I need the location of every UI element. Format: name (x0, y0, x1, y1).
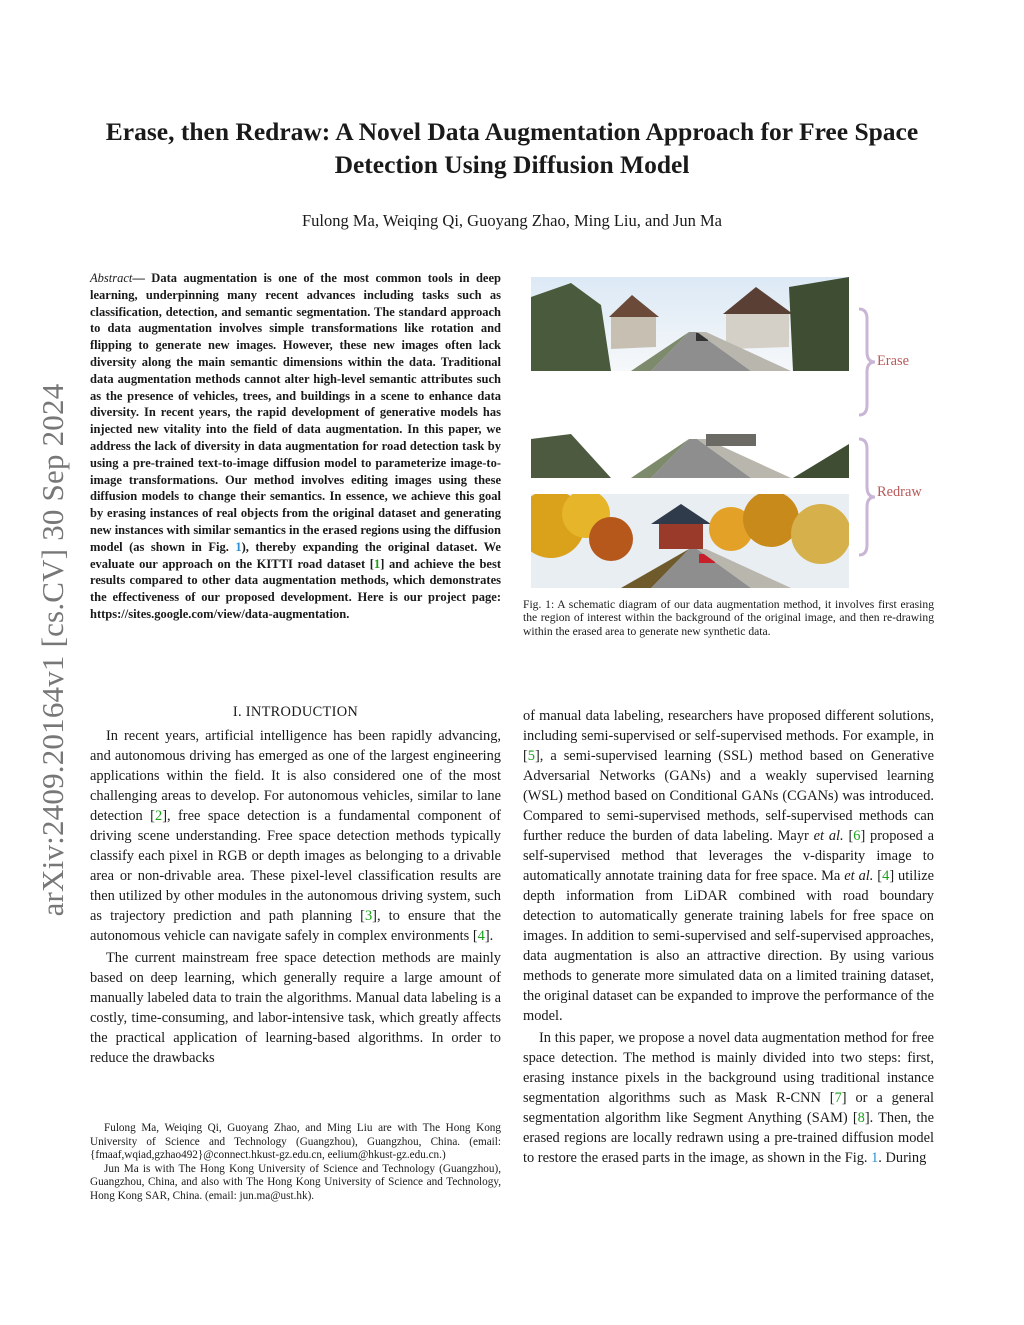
citation-link[interactable]: 2 (154, 808, 163, 824)
original-image-panel (531, 277, 849, 371)
figure-caption: Fig. 1: A schematic diagram of our data augmentation method, it involves first erasing the region of interest within the background of the original image, and then re-drawing within the erased area to generate new synthetic data. (523, 598, 934, 638)
right-paragraph-2: In this paper, we propose a novel data augmentation method for free space detection. The method is mainly divided into two steps: first, erasing instance pixels in the background using traditional instance segmentation algorithms such as Mask R-CNN [7] or a general segmentation algorithm like Segment Anything (SAM) [8]. Then, the erased regions are locally redrawn using a pre-trained diffusion model to restore the erased parts in the image, as shown in the Fig. 1. During (523, 1030, 935, 1166)
abstract: Abstract— Data augmentation is one of the most common tools in deep learning, underpinning many recent advances including tasks such as classification, detection, and semantic segmentation. The standard approach to data augmentation involves simple transformations like rotation and flipping to generate new images. However, these new images often lack diversity along the main semantic dimensions within the data. Traditional data augmentation methods cannot alter high-level semantic attributes such as the presence of vehicles, trees, and buildings in a scene to enhance data diversity. In recent years, the rapid development of generative models has injected new vitality into the field of data augmentation. In this paper, we address the lack of diversity in data augmentation for road detection task by using a pre-trained text-to-image diffusion model to parameterize image-to-image transformations. Our method involves editing images using these diffusion models to change their semantics. In essence, we achieve this goal by erasing instances of real objects from the original dataset and generating new instances with similar semantics in the erased regions using the diffusion model (as shown in Fig. 1), thereby expanding the original dataset. We evaluate our approach on the KITTI road dataset [1] and achieve the best results compared to other data augmentation methods, which demonstrates the effectiveness of our proposed development. Here is our project page: https://sites.google.com/view/data-augmentation. (90, 271, 501, 621)
author-list: Fulong Ma, Weiqing Qi, Guoyang Zhao, Ming Liu, and Jun Ma (301, 211, 722, 230)
citation-link[interactable]: 7 (834, 1090, 842, 1106)
paper-title: Erase, then Redraw: A Novel Data Augmentation Approach for Free Space Detection Using Diffusion Model (105, 117, 919, 179)
right-paragraph-1: of manual data labeling, researchers have proposed different solutions, including semi-supervised or self-supervised methods. For example, in [5], a semi-supervised learning (SSL) method based on Generative Adversarial Networks (GANs) and a weakly supervised learning (WSL) method based on Conditional GANs (CGANs) was introduced. Compared to semi-supervised methods, self-supervised methods can further reduce the burden of data labeling. Mayr et al. [6] proposed a self-supervised method that leverages the v-disparity image to automatically annotate training data for free space. Ma et al. [4] utilize depth information from LiDAR combined with road boundary detection to automatically generate training labels for free space on images. In addition to semi-supervised and self-supervised approaches, data augmentation is also an attractive direction. By using various methods to generate more simulated data on a limited training dataset, the original dataset can be expanded to improve the performance of the model. (523, 708, 935, 1024)
citation-link[interactable]: 6 (853, 828, 861, 844)
footnotes (90, 1122, 501, 1204)
redrawn-image-panel (531, 494, 849, 588)
citation-link[interactable]: 4 (477, 928, 485, 944)
arxiv-stamp (28, 350, 78, 950)
erased-image-panel (531, 384, 849, 478)
citation-link[interactable]: 8 (857, 1110, 865, 1126)
redraw-label: Redraw (877, 484, 922, 500)
intro-column (90, 702, 501, 1068)
abstract-label: Abstract (90, 271, 133, 285)
intro-paragraph-1: In recent years, artificial intelligence has been rapidly advancing, and autonomous driving has emerged as one of the largest engineering applications within the field. It is also considered one of the most challenging areas to develop. For autonomous vehicles, similar to lane detection [2], free space detection is a fundamental component of driving scene understanding. Free space detection methods typically classify each pixel in RGB or depth images as belonging to a drivable area or non-drivable area. These pixel-level classification results are then utilized by other modules in the autonomous driving system, such as trajectory prediction and path planning [3], to ensure that the autonomous vehicle can navigate safely in complex environments [4]. (90, 728, 501, 944)
fig-ref[interactable]: 1 (235, 539, 242, 554)
citation-link[interactable]: 5 (527, 748, 535, 764)
arxiv-id: arXiv:2409.20164v1 [cs.CV] 30 Sep 2024 (35, 383, 70, 917)
erase-label: Erase (877, 353, 909, 369)
intro-paragraph-2: The current mainstream free space detection methods are mainly based on deep learning, which generally require a large amount of manually labeled data to train the algorithms. Manual data labeling is a costly, time-consuming, and labor-intensive task, which greatly affects the practical application of learning-based algorithms. In order to reduce the drawbacks (90, 950, 501, 1066)
citation-link[interactable]: 1 (373, 556, 381, 571)
citation-link[interactable]: 3 (364, 908, 373, 924)
section-heading: I. INTRODUCTION (232, 704, 359, 720)
footnote-2: Jun Ma is with The Hong Kong University of Science and Technology (Guangzhou), Guangzhou, China, and also with The Hong Kong University of Science and Technology, Hong Kong SAR, China. (email: jun.ma@ust.hk). (90, 1162, 501, 1202)
citation-link[interactable]: 4 (882, 868, 890, 884)
footnote-1: Fulong Ma, Weiqing Qi, Guoyang Zhao, and Ming Liu are with The Hong Kong University of Science and Technology (Guangzhou), Guangzhou, China. (email: {fmaaf,wqiad,gzhao492}@connect.hkust-gz.edu.cn, eelium@hkust-gz.edu.cn.) (90, 1122, 501, 1162)
fig-ref[interactable]: 1 (871, 1150, 879, 1166)
right-column (523, 706, 934, 1168)
